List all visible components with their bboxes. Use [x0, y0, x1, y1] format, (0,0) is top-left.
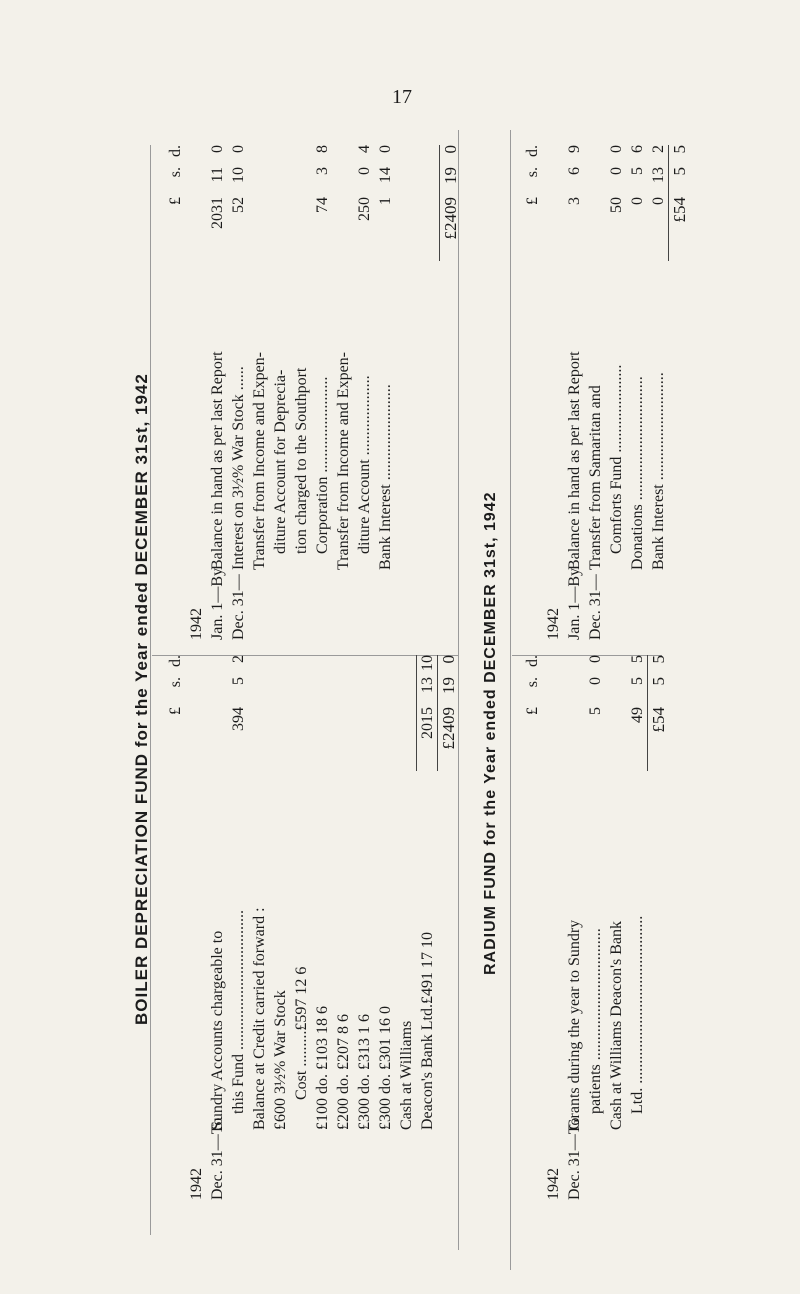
- total-shillings: 5: [647, 677, 669, 707]
- total-entry: [669, 145, 690, 640]
- entry-date: 1942: [188, 1168, 205, 1200]
- entry-description: diture Account for Deprecia-: [272, 369, 289, 554]
- total-entry: [440, 145, 461, 640]
- entry-pence: d.: [524, 655, 541, 667]
- ledger-entry: [270, 655, 291, 1200]
- ledger-entry: [228, 145, 249, 640]
- entry-pence: d.: [167, 655, 184, 667]
- entry-pounds: 74: [314, 197, 331, 213]
- entry-date: Dec. 31—: [587, 574, 604, 640]
- total-pounds: £2409: [439, 197, 461, 261]
- ledger-entry: [606, 655, 627, 1200]
- entry-shillings: s.: [167, 167, 184, 178]
- entry-shillings: 5: [629, 677, 646, 685]
- ledger-entry: [291, 655, 312, 1200]
- page-number: 17: [392, 86, 412, 108]
- total-pounds: £2409: [437, 707, 459, 771]
- entry-description: Corporation ........................: [314, 376, 331, 554]
- entry-date: Jan. 1—By: [566, 568, 583, 640]
- entry-pence: 0: [230, 145, 247, 153]
- total-pence: 5: [647, 655, 669, 677]
- ledger-entry: [165, 145, 186, 640]
- total-pence: 0: [437, 655, 459, 677]
- entry-pence: 0: [587, 655, 604, 663]
- ledger-entry: [396, 655, 417, 1200]
- entry-pounds: £: [167, 707, 184, 715]
- total-pounds: £54: [668, 197, 690, 261]
- entry-description: £100 do. £103 18 6: [314, 1006, 331, 1130]
- ledger-entry: [585, 655, 606, 1200]
- entry-shillings: s.: [524, 167, 541, 178]
- ledger-entry: [354, 655, 375, 1200]
- entry-pence: 6: [629, 145, 646, 153]
- entry-description: Transfer from Income and Expen-: [251, 351, 268, 570]
- entry-date: 1942: [188, 608, 205, 640]
- entry-pence: 0: [608, 145, 625, 153]
- entry-pounds: 0: [650, 197, 667, 205]
- entry-description: Ltd. ..........................................: [629, 915, 646, 1114]
- ledger-entry: [333, 145, 354, 640]
- entry-date: Jan. 1—By: [209, 568, 226, 640]
- ledger-entry: [648, 145, 669, 640]
- entry-shillings: s.: [524, 677, 541, 688]
- total-pence: 5: [668, 145, 690, 167]
- ledger-entry: [249, 145, 270, 640]
- ledger-entry: [186, 145, 207, 640]
- ledger-entry: [228, 655, 249, 1200]
- entry-description: Bank Interest ........................: [377, 384, 394, 570]
- entry-pence: 10: [416, 655, 438, 677]
- entry-shillings: 3: [314, 167, 331, 175]
- entry-description: this Fund ...................................: [230, 909, 247, 1114]
- total-entry: [438, 655, 459, 1200]
- entry-description: patients .................................: [587, 928, 604, 1114]
- entry-pounds: £: [524, 707, 541, 715]
- ledger-entry: [249, 655, 270, 1200]
- entry-description: Cash at Williams Deacon's Bank: [608, 920, 625, 1130]
- entry-pounds: 2031: [209, 197, 226, 229]
- entry-description: Balance in hand as per last Report: [209, 351, 226, 570]
- entry-description: Cost .........£597 12 6: [293, 966, 310, 1100]
- entry-pence: d.: [167, 145, 184, 157]
- ledger-entry: [522, 145, 543, 640]
- entry-pounds: 50: [608, 197, 625, 213]
- entry-description: Bank Interest ...........................: [650, 372, 667, 570]
- ledger-entry: [564, 655, 585, 1200]
- entry-date: Dec. 31—To: [566, 1117, 583, 1200]
- radium-heading: RADIUM FUND for the Year ended DECEMBER 31st, 1942: [482, 491, 499, 975]
- entry-description: £600 3½% War Stock: [272, 990, 289, 1130]
- entry-pounds: 394: [230, 707, 247, 731]
- total-pounds: £54: [647, 707, 669, 771]
- ledger-entry: [270, 145, 291, 640]
- entry-description: Cash at Williams: [398, 1020, 415, 1130]
- entry-description: Sundry Accounts chargeable to: [209, 930, 226, 1130]
- entry-date: Dec. 31—To: [209, 1117, 226, 1200]
- entry-pence: 0: [377, 145, 394, 153]
- ledger-entry: [627, 655, 648, 1200]
- total-entry: [648, 655, 669, 1200]
- radium-credit-side: [522, 145, 690, 640]
- entry-description: £300 do. £301 16 0: [377, 1006, 394, 1130]
- entry-pence: 9: [566, 145, 583, 153]
- ledger-entry: [375, 145, 396, 640]
- entry-shillings: 14: [377, 167, 394, 183]
- entry-pounds: 5: [587, 707, 604, 715]
- total-shillings: 19: [437, 677, 459, 707]
- entry-pence: 5: [629, 655, 646, 663]
- radium-left-rule: [510, 130, 511, 1270]
- entry-description: Transfer from Samaritan and: [587, 385, 604, 570]
- entry-shillings: 0: [587, 677, 604, 685]
- ledger-entry: [564, 145, 585, 640]
- ledger-entry: [207, 145, 228, 640]
- boiler-heading: BOILER DEPRECIATION FUND for the Year ended DECEMBER 31st, 1942: [132, 373, 151, 1025]
- entry-pence: 2: [650, 145, 667, 153]
- entry-pence: 0: [209, 145, 226, 153]
- entry-pence: d.: [524, 145, 541, 157]
- ledger-entry: [417, 655, 438, 1200]
- entry-pounds: 2015: [416, 707, 438, 771]
- entry-description: tion charged to the Southport: [293, 367, 310, 554]
- entry-description: Comforts Fund ......................: [608, 364, 625, 554]
- entry-pounds: 1: [377, 197, 394, 205]
- entry-pence: 2: [230, 655, 247, 663]
- ledger-entry: [312, 145, 333, 640]
- entry-pounds: £: [167, 197, 184, 205]
- total-pence: 0: [439, 145, 461, 167]
- total-shillings: 5: [668, 167, 690, 197]
- radium-debit-side: [522, 655, 669, 1200]
- entry-description: diture Account ....................: [356, 375, 373, 554]
- entry-pounds: 49: [629, 707, 646, 723]
- entry-description: Interest on 3½% War Stock ......: [230, 366, 247, 570]
- entry-shillings: 0: [608, 167, 625, 175]
- ledger-entry: [606, 145, 627, 640]
- entry-pence: 4: [356, 145, 373, 153]
- entry-shillings: 5: [629, 167, 646, 175]
- ledger-entry: [627, 145, 648, 640]
- entry-shillings: 6: [566, 167, 583, 175]
- ledger-entry: [543, 655, 564, 1200]
- entry-date: 1942: [545, 608, 562, 640]
- ledger-entry: [543, 145, 564, 640]
- entry-date: 1942: [545, 1168, 562, 1200]
- ledger-entry: [333, 655, 354, 1200]
- entry-description: Donations ...............................: [629, 376, 646, 570]
- entry-pounds: 0: [629, 197, 646, 205]
- entry-description: Balance at Credit carried forward :: [251, 907, 268, 1130]
- ledger-entry: [585, 145, 606, 640]
- entry-pounds: 3: [566, 197, 583, 205]
- ledger-entry: [312, 655, 333, 1200]
- boiler-debit-side: [165, 655, 459, 1200]
- entry-description: Balance in hand as per last Report: [566, 351, 583, 570]
- ledger-entry: [375, 655, 396, 1200]
- entry-pounds: 250: [356, 197, 373, 221]
- entry-shillings: 13: [650, 167, 667, 183]
- entry-shillings: s.: [167, 677, 184, 688]
- total-shillings: 19: [439, 167, 461, 197]
- ledger-entry: [186, 655, 207, 1200]
- entry-description: £300 do. £313 1 6: [356, 1014, 373, 1130]
- boiler-credit-side: [165, 145, 461, 640]
- entry-shillings: 11: [209, 167, 226, 183]
- ledger-entry: [207, 655, 228, 1200]
- entry-description: Deacon's Bank Ltd.£491 17 10: [419, 932, 436, 1130]
- entry-description: Grants during the year to Sundry: [566, 919, 583, 1130]
- entry-shillings: 5: [230, 677, 247, 685]
- entry-description: £200 do. £207 8 6: [335, 1014, 352, 1130]
- ledger-entry: [291, 145, 312, 640]
- entry-pounds: 52: [230, 197, 247, 213]
- entry-pounds: £: [524, 197, 541, 205]
- entry-shillings: 10: [230, 167, 247, 183]
- ledger-entry: [165, 655, 186, 1200]
- ledger-entry: [522, 655, 543, 1200]
- entry-description: Transfer from Income and Expen-: [335, 351, 352, 570]
- entry-shillings: 13: [416, 677, 438, 707]
- entry-shillings: 0: [356, 167, 373, 175]
- ledger-entry: [354, 145, 375, 640]
- entry-pence: 8: [314, 145, 331, 153]
- entry-date: Dec. 31—: [230, 574, 247, 640]
